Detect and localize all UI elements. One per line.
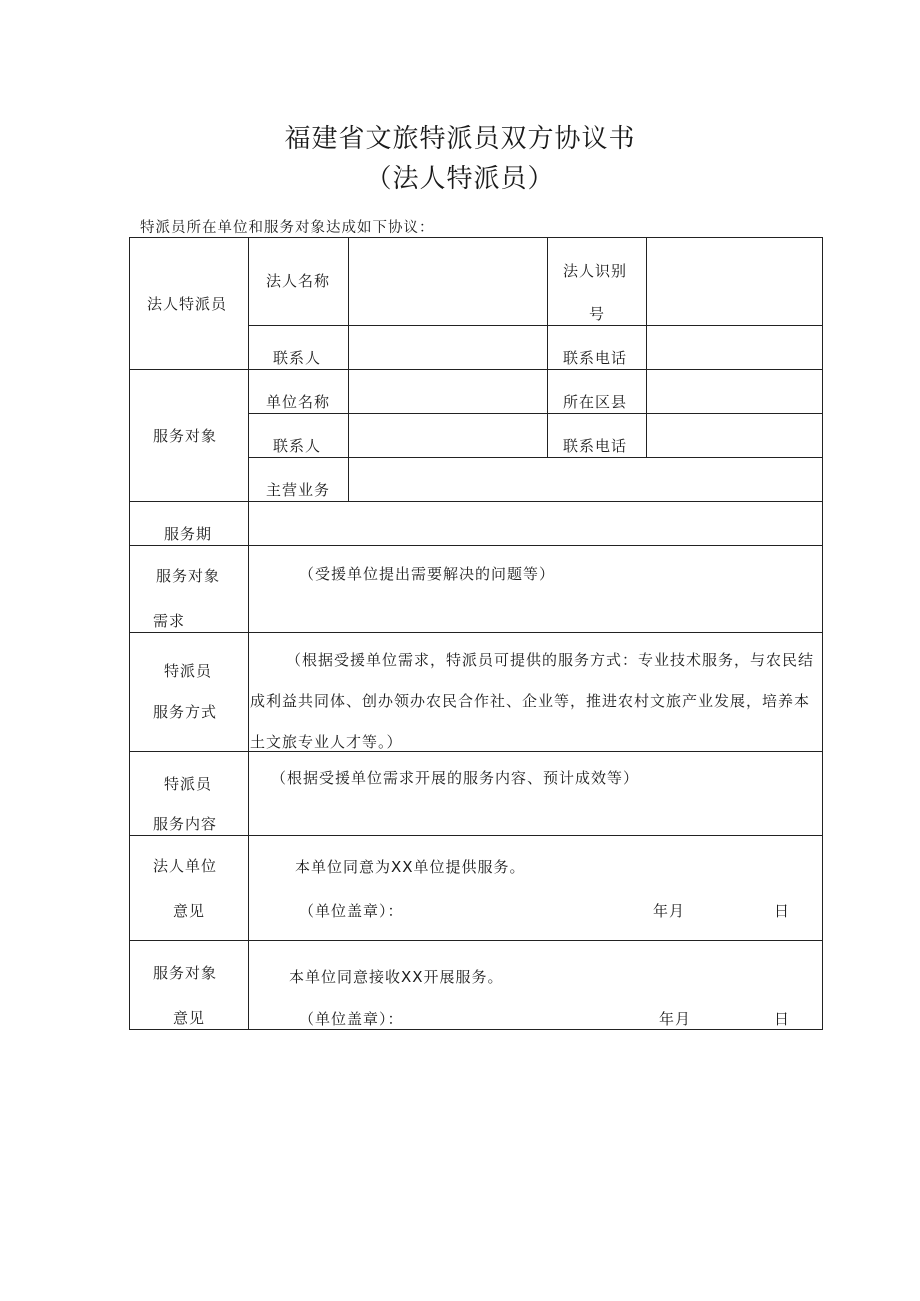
table-border-right [822, 237, 823, 1030]
table-border-bottom [129, 1029, 823, 1030]
row-divider [248, 413, 823, 414]
document-subtitle: （法人特派员） [365, 164, 555, 194]
legal-opinion-label-line2: 意见 [173, 902, 206, 920]
target-opinion-label-line2: 意见 [173, 1009, 206, 1027]
legal-opinion-statement: 本单位同意为XX单位提供服务。 [295, 858, 526, 876]
row-divider [248, 457, 823, 458]
legal-dispatcher-label: 法人特派员 [147, 295, 228, 313]
target-contact-field[interactable] [350, 415, 545, 456]
unit-name-label: 单位名称 [266, 393, 331, 411]
target-phone-label: 联系电话 [563, 437, 628, 455]
legal-seal-label: （单位盖章）： [299, 902, 404, 920]
section-divider [129, 369, 823, 370]
document-title: 福建省文旅特派员双方协议书 [284, 124, 636, 154]
target-contact-label: 联系人 [273, 437, 322, 455]
legal-id-label-line2: 号 [589, 305, 606, 323]
county-field[interactable] [648, 371, 820, 412]
section-divider [129, 545, 823, 546]
target-phone-field[interactable] [648, 415, 820, 456]
content-label-line2: 服务内容 [153, 815, 218, 833]
county-label: 所在区县 [563, 393, 628, 411]
method-label-line2: 服务方式 [153, 703, 218, 721]
section-divider [129, 835, 823, 836]
needs-hint: （受援单位提出需要解决的问题等） [299, 565, 556, 583]
agreement-table [129, 237, 823, 1030]
legal-contact-field[interactable] [350, 327, 545, 368]
section-divider [129, 501, 823, 502]
method-label-line1: 特派员 [164, 662, 213, 680]
table-border-left [129, 237, 130, 1030]
service-period-field[interactable] [250, 503, 820, 544]
unit-name-field[interactable] [350, 371, 545, 412]
needs-field[interactable] [250, 547, 820, 631]
target-day: 日 [774, 1010, 791, 1028]
main-business-label: 主营业务 [266, 481, 331, 499]
legal-name-field[interactable] [350, 239, 545, 324]
legal-year-month: 年月 [653, 902, 686, 920]
legal-opinion-label-line1: 法人单位 [153, 857, 218, 875]
column-divider [348, 237, 349, 501]
content-hint: （根据受援单位需求开展的服务内容、预计成效等） [271, 769, 640, 787]
method-text: （根据受援单位需求，特派员可提供的服务方式：专业技术服务，与农民结成利益共同体、创办领办农民合作社、企业等，推进农村文旅产业发展，培养本土文旅专业人才等。） [250, 651, 815, 751]
needs-label-line2: 需求 [153, 612, 186, 630]
legal-phone-field[interactable] [648, 327, 820, 368]
column-divider [547, 237, 548, 457]
column-divider [248, 237, 249, 1030]
legal-id-label-line1: 法人识别 [563, 262, 628, 280]
table-border-top [129, 237, 823, 238]
service-period-label: 服务期 [164, 525, 213, 543]
content-label-line1: 特派员 [164, 775, 213, 793]
legal-phone-label: 联系电话 [563, 349, 628, 367]
main-business-field[interactable] [350, 459, 820, 500]
intro-text: 特派员所在单位和服务对象达成如下协议： [140, 220, 435, 236]
target-year-month: 年月 [659, 1010, 692, 1028]
content-field[interactable] [250, 753, 820, 834]
section-divider [129, 632, 823, 633]
legal-day: 日 [774, 902, 791, 920]
legal-name-label: 法人名称 [266, 272, 331, 290]
target-opinion-label-line1: 服务对象 [153, 964, 218, 982]
column-divider [646, 237, 647, 457]
service-target-label: 服务对象 [153, 427, 218, 445]
section-divider [129, 940, 823, 941]
target-seal-label: （单位盖章）： [299, 1010, 404, 1028]
legal-id-field[interactable] [648, 239, 820, 324]
needs-label-line1: 服务对象 [156, 567, 221, 585]
target-opinion-statement: 本单位同意接收XX开展服务。 [289, 968, 504, 986]
legal-contact-label: 联系人 [273, 349, 322, 367]
row-divider [248, 325, 823, 326]
